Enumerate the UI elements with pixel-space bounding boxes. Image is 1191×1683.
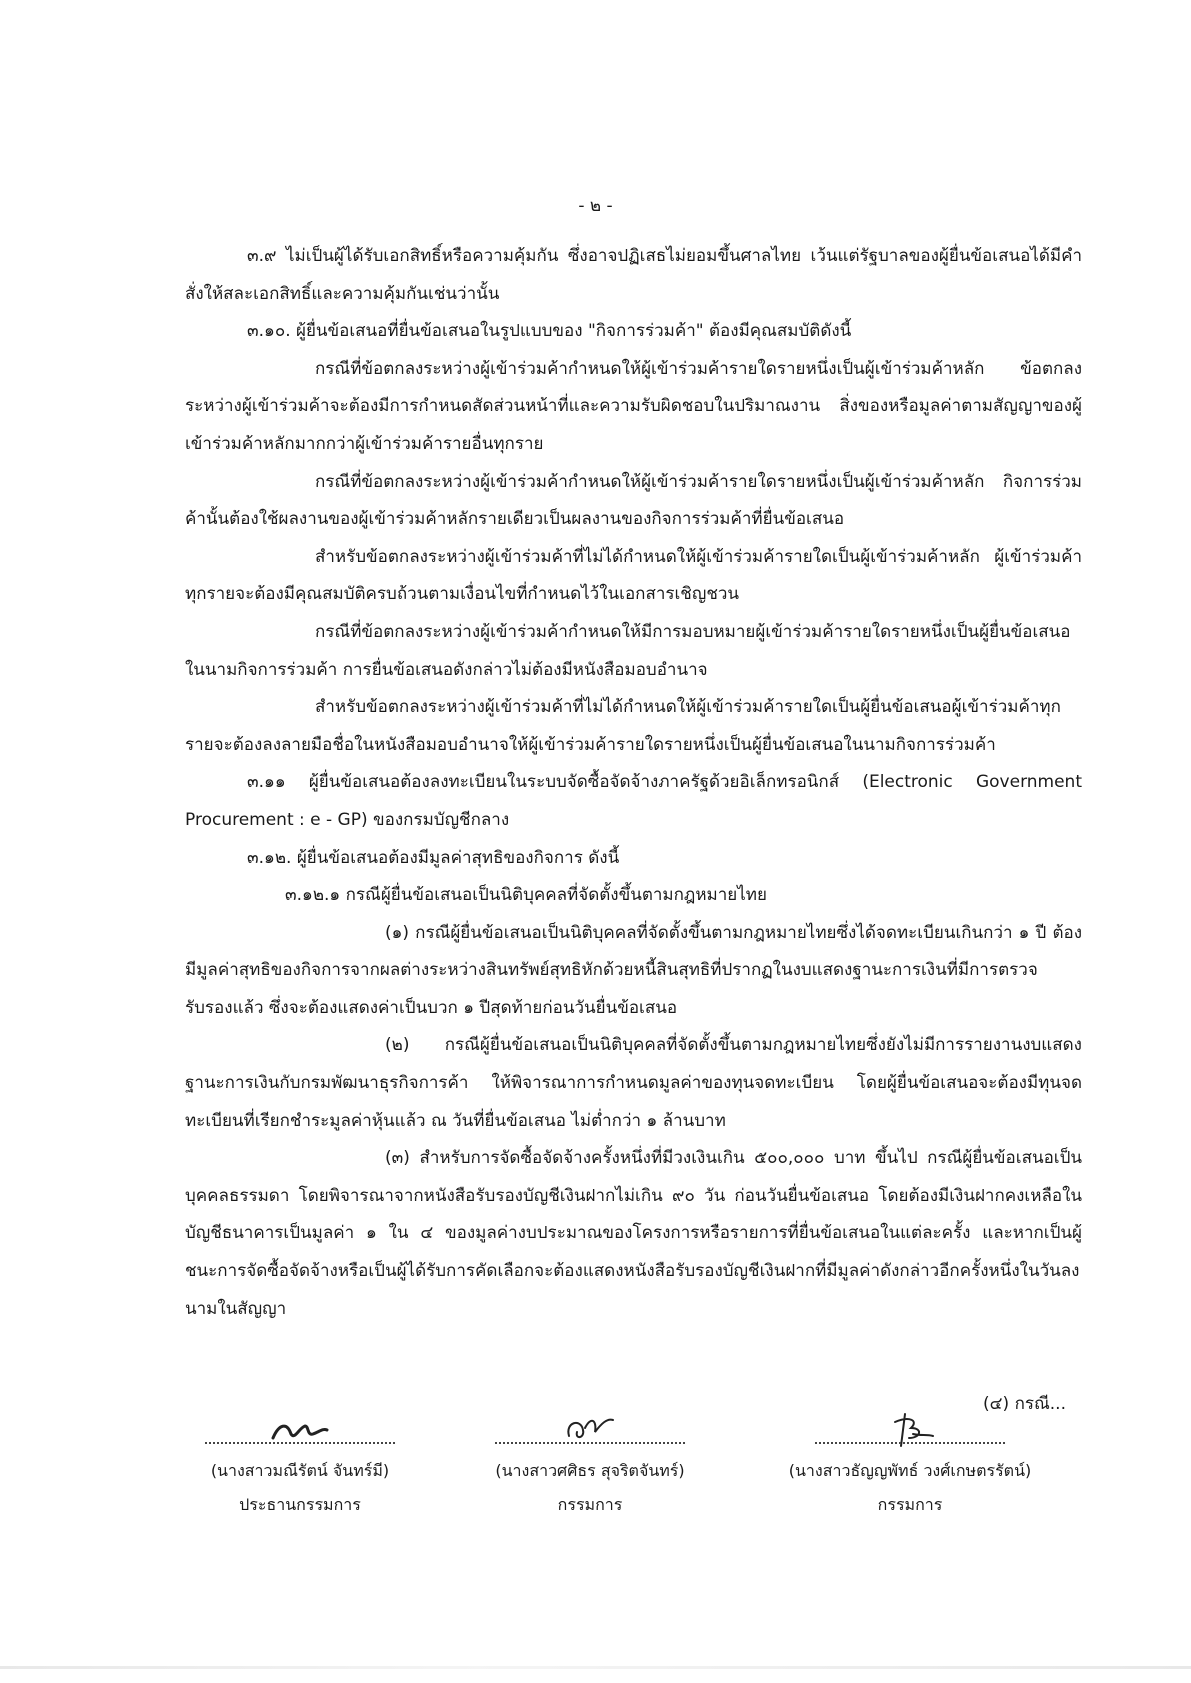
signatory-role: ประธานกรรมการ xyxy=(239,1495,361,1514)
signature-scribble-icon xyxy=(555,1410,625,1444)
page-number: - ๒ - xyxy=(578,196,613,216)
signatory-name: (นางสาวธัญญพัทธ์ วงศ์เกษตรรัตน์) xyxy=(788,1461,1032,1480)
clause-3-12: ๓.๑๒. ผู้ยื่นข้อเสนอต้องมีมูลค่าสุทธิของกิจการ ดังนี้ xyxy=(247,847,620,868)
signature-block-member-1 xyxy=(460,1410,720,1522)
signature-block-member-2 xyxy=(765,1410,1055,1522)
continuation-marker: (๔) กรณี... xyxy=(983,1394,1066,1414)
signature-mark xyxy=(460,1410,720,1446)
signature-scribble-icon xyxy=(875,1410,945,1450)
signatory-name: (นางสาวศศิธร สุจริตจันทร์) xyxy=(495,1461,685,1480)
clause-3-10: ๓.๑๐. ผู้ยื่นข้อเสนอที่ยื่นข้อเสนอในรูปแบบของ "กิจการร่วมค้า" ต้องมีคุณสมบัติดังนี้ xyxy=(247,321,852,342)
joint-venture-lead-works: กรณีที่ข้อตกลงระหว่างผู้เข้าร่วมค้ากำหนดให้ผู้เข้าร่วมค้ารายใดรายหนึ่งเป็นผู้เข้าร่วมค้าหลัก กิจการร่วมค้านั้นต้องใช้ผลงานของผู้เข้าร่วมค้าหลักรายเดียวเป็นผลงานของกิจการร่วมค้าที่ยื่นข้อเสนอ xyxy=(185,471,1082,530)
signature-block-chair xyxy=(170,1410,430,1522)
signatory-name: (นางสาวมณีรัตน์ จันทร์มี) xyxy=(210,1461,390,1480)
clause-item-2: (๒) กรณีผู้ยื่นข้อเสนอเป็นนิติบุคคลที่จัดตั้งขึ้นตามกฎหมายไทยซึ่งยังไม่มีการรายงานงบแสดงฐานะการเงินกับกรมพัฒนาธุรกิจการค้า ให้พิจารณาการกำหนดมูลค่าของทุนจดทะเบียน โดยผู้ยื่นข้อเสนอจะต้องมีทุนจดทะเบียนที่เรียกชำระมูลค่าหุ้นแล้ว ณ วันที่ยื่นข้อเสนอ ไม่ต่ำกว่า ๑ ล้านบาท xyxy=(185,1035,1082,1131)
signatory-role: กรรมการ xyxy=(557,1495,623,1514)
clause-item-1: (๑) กรณีผู้ยื่นข้อเสนอเป็นนิติบุคคลที่จัดตั้งขึ้นตามกฎหมายไทยซึ่งได้จดทะเบียนเกินกว่า ๑ ปี ต้องมีมูลค่าสุทธิของกิจการจากผลต่างระหว่างสินทรัพย์สุทธิหักด้วยหนี้สินสุทธิที่ปรากฏในงบแสดงฐานะการเงินที่มีการตรวจรับรองแล้ว ซึ่งจะต้องแสดงค่าเป็นบวก ๑ ปีสุดท้ายก่อนวันยื่นข้อเสนอ xyxy=(185,922,1082,1018)
joint-venture-no-lead: สำหรับข้อตกลงระหว่างผู้เข้าร่วมค้าที่ไม่ได้กำหนดให้ผู้เข้าร่วมค้ารายใดเป็นผู้เข้าร่วมค้าหลัก ผู้เข้าร่วมค้าทุกรายจะต้องมีคุณสมบัติครบถ้วนตามเงื่อนไขที่กำหนดไว้ในเอกสารเชิญชวน xyxy=(185,546,1082,605)
scan-edge-shadow xyxy=(0,1666,1191,1669)
signature-mark xyxy=(170,1410,430,1446)
clause-3-9: ๓.๙ ไม่เป็นผู้ได้รับเอกสิทธิ์หรือความคุ้มกัน ซึ่งอาจปฏิเสธไม่ยอมขึ้นศาลไทย เว้นแต่รัฐบาลของผู้ยื่นข้อเสนอได้มีคำสั่งให้สละเอกสิทธิ์และความคุ้มกันเช่นว่านั้น xyxy=(185,246,1082,304)
clause-3-12-1: ๓.๑๒.๑ กรณีผู้ยื่นข้อเสนอเป็นนิติบุคคลที่จัดตั้งขึ้นตามกฎหมายไทย xyxy=(285,885,767,906)
clause-item-3: (๓) สำหรับการจัดซื้อจัดจ้างครั้งหนึ่งที่มีวงเงินเกิน ๕๐๐,๐๐๐ บาท ขึ้นไป กรณีผู้ยื่นข้อเสนอเป็นบุคคลธรรมดา โดยพิจารณาจากหนังสือรับรองบัญชีเงินฝากไม่เกิน ๙๐ วัน ก่อนวันยื่นข้อเสนอ โดยต้องมีเงินฝากคงเหลือในบัญชีธนาคารเป็นมูลค่า ๑ ใน ๔ ของมูลค่างบประมาณของโครงการหรือรายการที่ยื่นข้อเสนอในแต่ละครั้ง และหากเป็นผู้ชนะการจัดซื้อจัดจ้างหรือเป็นผู้ได้รับการคัดเลือกจะต้องแสดงหนังสือรับรองบัญชีเงินฝากที่มีมูลค่าดังกล่าวอีกครั้งหนึ่งในวันลงนามในสัญญา xyxy=(185,1148,1082,1319)
clause-3-11: ๓.๑๑ ผู้ยื่นข้อเสนอต้องลงทะเบียนในระบบจัดซื้อจัดจ้างภาครัฐด้วยอิเล็กทรอนิกส์ (Electronic Government Procurement : e - GP) ของกรมบัญชีกลาง xyxy=(185,772,1082,830)
joint-venture-lead-share: กรณีที่ข้อตกลงระหว่างผู้เข้าร่วมค้ากำหนดให้ผู้เข้าร่วมค้ารายใดรายหนึ่งเป็นผู้เข้าร่วมค้าหลัก ข้อตกลงระหว่างผู้เข้าร่วมค้าจะต้องมีการกำหนดสัดส่วนหน้าที่และความรับผิดชอบในปริมาณงาน สิ่งของหรือมูลค่าตามสัญญาของผู้เข้าร่วมค้าหลักมากกว่าผู้เข้าร่วมค้ารายอื่นทุกราย xyxy=(185,358,1082,454)
joint-venture-power-of-attorney: สำหรับข้อตกลงระหว่างผู้เข้าร่วมค้าที่ไม่ได้กำหนดให้ผู้เข้าร่วมค้ารายใดเป็นผู้ยื่นข้อเสนอผู้เข้าร่วมค้าทุกรายจะต้องลงลายมือชื่อในหนังสือมอบอำนาจให้ผู้เข้าร่วมค้ารายใดรายหนึ่งเป็นผู้ยื่นข้อเสนอในนามกิจการร่วมค้า xyxy=(185,697,1061,755)
signature-scribble-icon xyxy=(265,1410,335,1444)
signature-mark xyxy=(765,1410,1055,1446)
joint-venture-assigned-bidder: กรณีที่ข้อตกลงระหว่างผู้เข้าร่วมค้ากำหนดให้มีการมอบหมายผู้เข้าร่วมค้ารายใดรายหนึ่งเป็นผู้ยื่นข้อเสนอ ในนามกิจการร่วมค้า การยื่นข้อเสนอดังกล่าวไม่ต้องมีหนังสือมอบอำนาจ xyxy=(185,621,1071,680)
document-body xyxy=(185,238,1082,1328)
signatory-role: กรรมการ xyxy=(877,1495,943,1514)
